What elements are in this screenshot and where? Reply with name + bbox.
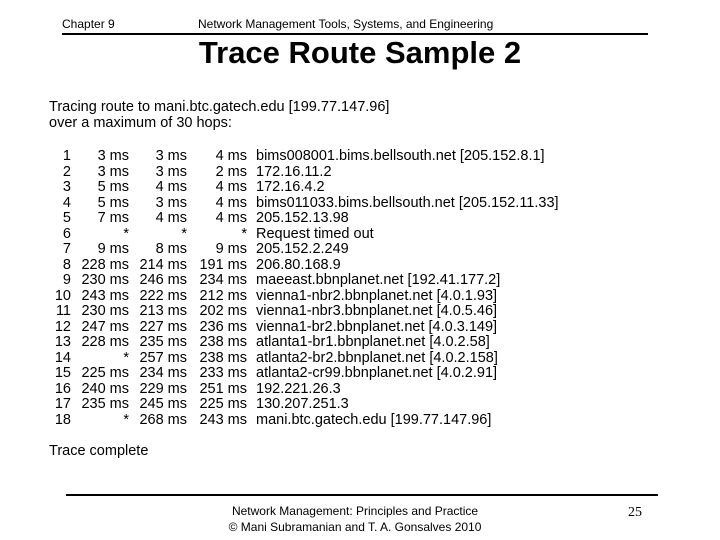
hop-host: bims008001.bims.bellsouth.net [205.152.8.1] — [256, 148, 545, 164]
hop-host: atlanta2-cr99.bbnplanet.net [4.0.2.91] — [256, 365, 498, 381]
rtt-1: 240 ms — [81, 380, 129, 397]
footer-credit — [190, 503, 520, 535]
rtt-2: 235 ms — [139, 334, 187, 350]
rtt-2: 245 ms — [139, 396, 187, 412]
table-row — [49, 351, 689, 367]
rtt-2: 213 ms — [139, 303, 187, 319]
rtt-1: 9 ms — [97, 241, 129, 257]
hop-host: Request timed out — [256, 225, 374, 242]
table-row — [49, 149, 689, 165]
rtt-3: 4 ms — [215, 148, 247, 164]
footer-line-1: Network Management: Principles and Practice — [231, 504, 479, 518]
hop-number: 8 — [62, 256, 71, 273]
rtt-2: 234 ms — [139, 365, 187, 381]
trace-intro-line-2: over a maximum of 30 hops: — [49, 114, 232, 131]
traceroute-output — [49, 100, 689, 460]
hop-number: 12 — [54, 318, 71, 335]
rtt-1: 225 ms — [81, 365, 129, 381]
book-title: Network Management Tools, Systems, and Engineering — [198, 17, 494, 31]
rtt-3: 2 ms — [215, 163, 247, 180]
hop-number: 14 — [54, 349, 71, 366]
hop-number: 15 — [54, 365, 71, 381]
rtt-3: 243 ms — [199, 411, 247, 428]
hop-number: 13 — [54, 334, 71, 350]
rtt-2: 214 ms — [139, 256, 187, 273]
hop-host: 206.80.168.9 — [256, 256, 341, 273]
hop-host: atlanta2-br2.bbnplanet.net [4.0.2.158] — [256, 349, 498, 366]
rtt-3: 238 ms — [199, 349, 247, 366]
table-row — [49, 320, 689, 336]
table-row — [49, 211, 689, 227]
hop-host: atlanta1-br1.bbnplanet.net [4.0.2.58] — [256, 334, 490, 350]
hop-number: 17 — [54, 396, 71, 412]
rtt-2: 3 ms — [155, 148, 187, 164]
table-row — [49, 304, 689, 320]
rtt-3: 4 ms — [215, 194, 247, 211]
hop-number: 9 — [62, 272, 71, 288]
table-row — [49, 273, 689, 289]
rtt-1: 228 ms — [81, 256, 129, 273]
rtt-3: 234 ms — [199, 272, 247, 288]
hop-host: bims011033.bims.bellsouth.net [205.152.11.33] — [256, 194, 559, 211]
table-row — [49, 289, 689, 305]
table-row — [49, 366, 689, 382]
table-row — [49, 180, 689, 196]
hop-host: 205.152.13.98 — [256, 210, 349, 226]
hop-number: 16 — [54, 380, 71, 397]
rtt-3: 191 ms — [199, 256, 247, 273]
rtt-1: 7 ms — [97, 210, 129, 226]
hop-host: 130.207.251.3 — [256, 396, 349, 412]
rtt-3: 9 ms — [215, 241, 247, 257]
hop-number: 11 — [55, 303, 71, 319]
rtt-3: 236 ms — [199, 318, 247, 335]
rtt-2: 8 ms — [155, 241, 187, 257]
rtt-1: * — [123, 225, 129, 242]
hop-number: 1 — [62, 148, 71, 164]
slide-title: Trace Route Sample 2 — [198, 35, 522, 70]
table-row — [49, 165, 689, 181]
hop-host: vienna1-nbr2.bbnplanet.net [4.0.1.93] — [256, 287, 498, 304]
hop-host: mani.btc.gatech.edu [199.77.147.96] — [256, 411, 492, 428]
table-row — [49, 258, 689, 274]
hop-host: 172.16.4.2 — [256, 179, 325, 195]
hop-number: 7 — [62, 241, 71, 257]
rtt-1: 5 ms — [97, 194, 129, 211]
rtt-1: 243 ms — [81, 287, 129, 304]
hop-number: 6 — [62, 225, 71, 242]
table-row — [49, 397, 689, 413]
rtt-1: 228 ms — [81, 334, 129, 350]
page-number: 25 — [628, 505, 642, 520]
rtt-2: 257 ms — [139, 349, 187, 366]
trace-complete-line: Trace complete — [49, 443, 149, 459]
hop-number: 18 — [54, 411, 71, 428]
rtt-1: 247 ms — [81, 318, 129, 335]
rtt-2: 3 ms — [155, 163, 187, 180]
rtt-3: 4 ms — [215, 210, 247, 226]
footer-divider — [66, 494, 658, 496]
table-row — [49, 382, 689, 398]
rtt-1: * — [123, 349, 129, 366]
rtt-2: * — [181, 225, 187, 242]
rtt-2: 3 ms — [155, 194, 187, 211]
rtt-1: * — [123, 411, 129, 428]
rtt-2: 268 ms — [139, 411, 187, 428]
hop-number: 5 — [62, 210, 71, 226]
rtt-3: 4 ms — [215, 179, 247, 195]
table-row — [49, 227, 689, 243]
trace-intro-line-1: Tracing route to mani.btc.gatech.edu [199.77.147.96] — [49, 99, 390, 115]
chapter-label: Chapter 9 — [62, 17, 115, 31]
trace-hop-list — [49, 149, 689, 428]
rtt-1: 230 ms — [81, 303, 129, 319]
hop-host: 172.16.11.2 — [256, 163, 332, 180]
rtt-2: 227 ms — [139, 318, 187, 335]
hop-number: 2 — [62, 163, 71, 180]
rtt-3: 202 ms — [199, 303, 247, 319]
hop-host: vienna1-nbr3.bbnplanet.net [4.0.5.46] — [256, 303, 498, 319]
rtt-2: 222 ms — [139, 287, 187, 304]
rtt-2: 4 ms — [155, 179, 187, 195]
rtt-1: 5 ms — [97, 179, 129, 195]
rtt-3: 225 ms — [199, 396, 247, 412]
hop-number: 3 — [62, 179, 71, 195]
rtt-2: 229 ms — [139, 380, 187, 397]
table-row — [49, 335, 689, 351]
hop-number: 10 — [54, 287, 71, 304]
footer-line-2: © Mani Subramanian and T. A. Gonsalves 2010 — [228, 520, 482, 534]
rtt-3: 212 ms — [199, 287, 247, 304]
rtt-1: 235 ms — [81, 396, 129, 412]
hop-host: 205.152.2.249 — [256, 241, 349, 257]
table-row — [49, 242, 689, 258]
rtt-1: 3 ms — [97, 148, 129, 164]
rtt-2: 4 ms — [155, 210, 187, 226]
rtt-2: 246 ms — [139, 272, 187, 288]
table-row — [49, 413, 689, 429]
hop-host: 192.221.26.3 — [256, 380, 341, 397]
hop-host: maeeast.bbnplanet.net [192.41.177.2] — [256, 272, 501, 288]
rtt-1: 230 ms — [81, 272, 129, 288]
rtt-3: * — [241, 225, 247, 242]
rtt-3: 238 ms — [199, 334, 247, 350]
rtt-1: 3 ms — [97, 163, 129, 180]
hop-number: 4 — [62, 194, 71, 211]
rtt-3: 251 ms — [199, 380, 247, 397]
table-row — [49, 196, 689, 212]
hop-host: vienna1-br2.bbnplanet.net [4.0.3.149] — [256, 318, 498, 335]
rtt-3: 233 ms — [199, 365, 247, 381]
